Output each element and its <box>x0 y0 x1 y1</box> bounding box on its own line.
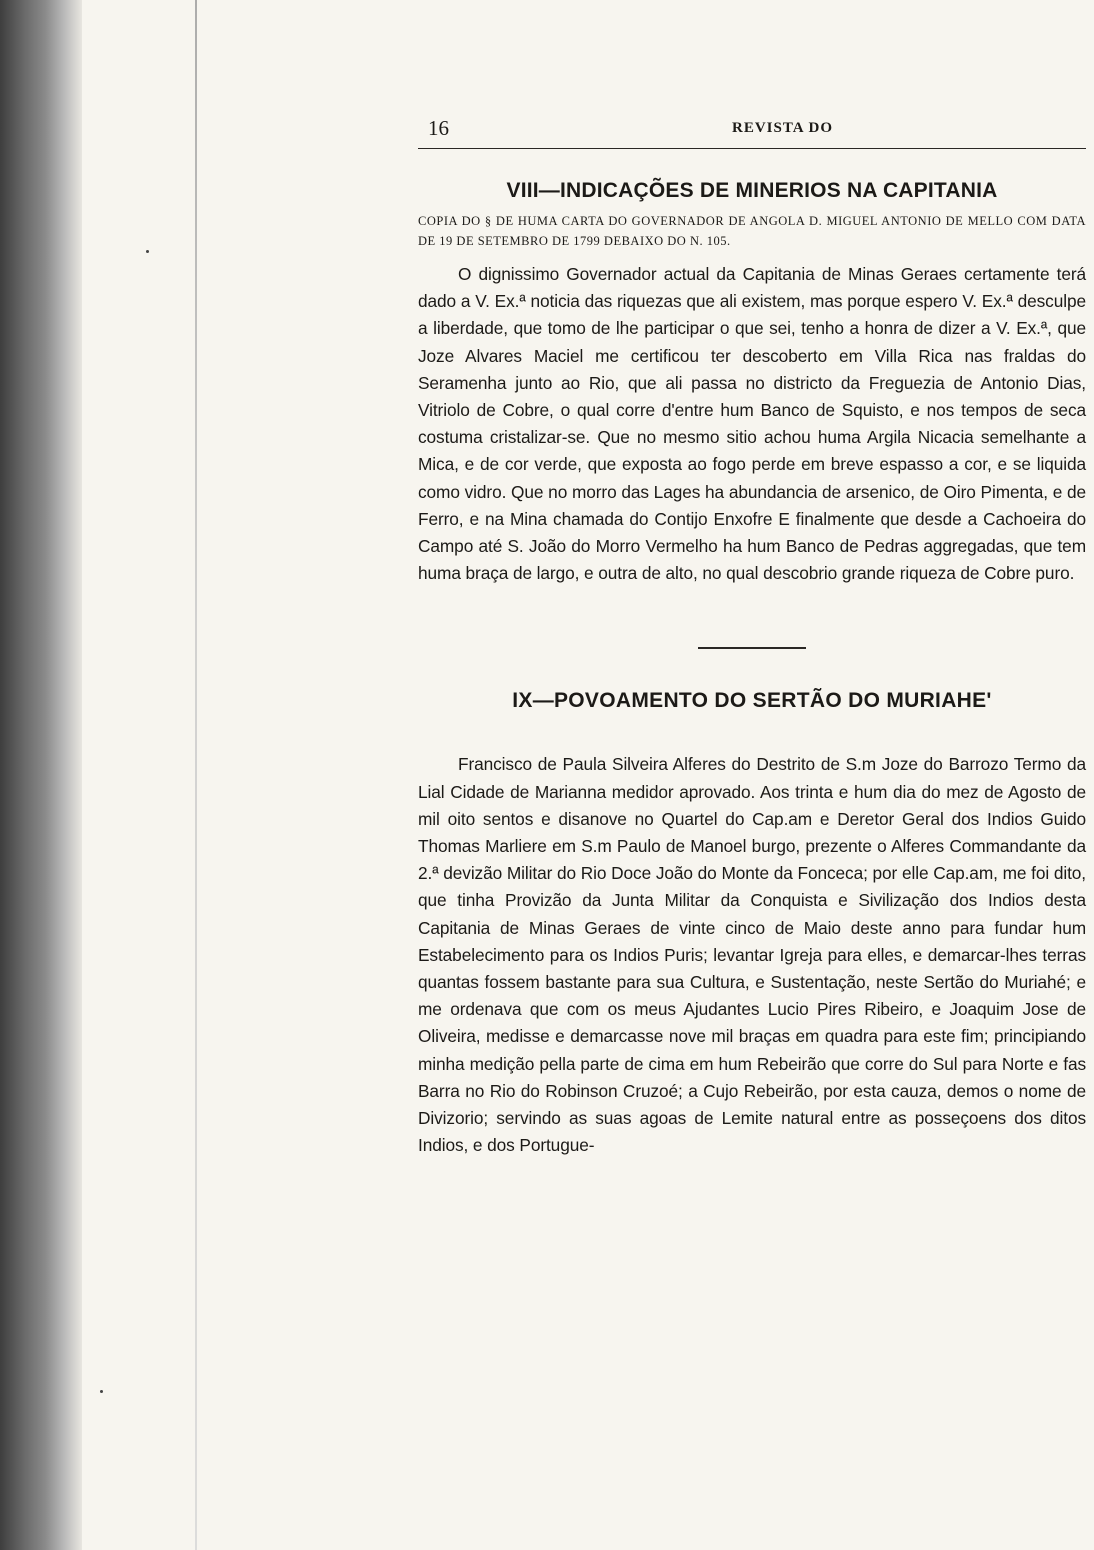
section-body-ix: Francisco de Paula Silveira Alferes do Destrito de S.m Joze do Barrozo Termo da Lial Cidade de Marianna medidor aprovado. Aos trinta e hum dia do mez de Agosto de mil oito sentos e disanove no Quartel do Cap.am e Deretor Geral dos Indios Guido Thomas Marliere em S.m Paulo de Manoel burgo, prezente o Alferes Commandante da 2.ª devizão Militar do Rio Doce João do Monte da Fonceca; por elle Cap.am, me foi dito, que tinha Provizão da Junta Militar da Conquista e Sivilização dos Indios desta Capitania de Minas Geraes de vinte cinco de Maio deste anno para fundar hum Estabelecimento para os Indios Puris; levantar Igreja para elles, e demarcar-lhes terras quantas fossem bastante para sua Cultura, e Sustentação, neste Sertão do Muriahé; e me ordenava que com os meus Ajudantes Lucio Pires Ribeiro, e Joaquim Jose de Oliveira, medisse e demarcasse nove mil braças em quadra para este fim; principiando minha medição pella parte de cima em hum Rebeirão que corre do Sul para Norte e fas Barra no Rio do Robinson Cruzoé; a Cujo Rebeirão, por esta cauza, demos o nome de Divizorio; servindo as suas agoas de Lemite natural entre as posseçoens dos ditos Indios, e dos Portugue- <box>418 754 1086 1156</box>
scan-speck <box>146 250 149 253</box>
section-title-ix: IX—POVOAMENTO DO SERTÃO DO MURIAHE' <box>512 689 992 713</box>
scan-gutter-shadow <box>0 0 82 1550</box>
page-number: 16 <box>428 116 449 140</box>
section-title-viii: VIII—INDICAÇÕES DE MINERIOS NA CAPITANIA <box>506 179 998 202</box>
section-subheading: COPIA DO § DE HUMA CARTA DO GOVERNADOR DE ANGOLA D. MIGUEL ANTONIO DE MELLO COM DATA DE 19 DE SETEMBRO DE 1799 DEBAIXO DO N. 105. <box>418 214 1086 248</box>
document-page <box>418 108 1086 1159</box>
section-divider <box>698 647 806 649</box>
running-title: REVISTA DO <box>732 120 833 136</box>
running-head <box>418 108 1086 149</box>
scan-binding-line <box>195 0 197 1550</box>
section-body-viii: O dignissimo Governador actual da Capitania de Minas Geraes certamente terá dado a V. Ex.ª noticia das riquezas que ali existem, mas porque espero V. Ex.ª desculpe a liberdade, que tomo de lhe participar o que sei, tenho a honra de dizer a V. Ex.ª, que Joze Alvares Maciel me certificou ter descoberto em Villa Rica nas fraldas do Seramenha junto ao Rio, que ali passa no districto da Freguezia de Antonio Dias, Vitriolo de Cobre, o qual corre d'entre hum Banco de Squisto, e nos tempos de seca costuma cristalizar-se. Que no mesmo sitio achou huma Argila Nicacia semelhante a Mica, e de cor verde, que exposta ao fogo perde em breve espasso a cor, e se liquida como vidro. Que no morro das Lages ha abundancia de arsenico, de Oiro Pimenta, e de Ferro, e na Mina chamada do Contijo Enxofre E finalmente que desde a Cachoeira do Campo até S. João do Morro Vermelho ha hum Banco de Pedras aggregadas, que tem huma braça de largo, e outra de alto, no qual descobrio grande riqueza de Cobre puro. <box>418 264 1086 584</box>
scan-speck <box>100 1390 103 1393</box>
